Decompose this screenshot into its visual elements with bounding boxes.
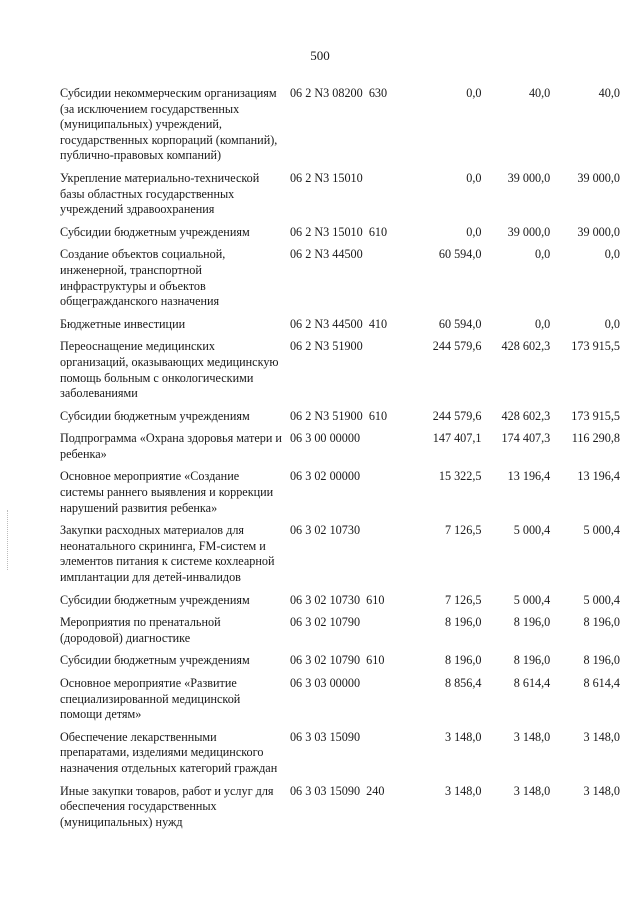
value-col-1: 8 196,0 — [444, 615, 482, 630]
value-col-1: 244 579,6 — [432, 408, 482, 423]
table-row — [60, 523, 620, 585]
value-col-1: 60 594,0 — [438, 316, 482, 331]
value-col-1: 3 148,0 — [444, 729, 482, 744]
row-name: Субсидии бюджетным учреждениям — [60, 224, 250, 239]
value-col-1: 0,0 — [466, 170, 482, 185]
row-code: 06 2 N3 15010 610 — [289, 224, 388, 239]
row-name: Субсидии бюджетным учреждениям — [60, 408, 250, 423]
value-col-2: 40,0 — [528, 86, 551, 100]
value-col-3: 116 290,8 — [571, 431, 620, 446]
row-code: 06 3 02 10730 — [289, 523, 361, 538]
value-col-2: 8 196,0 — [513, 653, 551, 668]
table-row — [60, 615, 620, 646]
value-col-1: 7 126,5 — [444, 523, 482, 538]
margin-mark — [7, 510, 10, 570]
value-col-2: 0,0 — [535, 316, 551, 331]
table-row — [60, 225, 620, 241]
value-col-1: 0,0 — [466, 224, 482, 239]
value-col-1: 8 196,0 — [444, 653, 482, 668]
row-name: Закупки расходных материалов для неонатального скрининга, FM-систем и элементов питания к системе кохлеарной имплантации для детей-инвалидов — [60, 523, 275, 585]
table-row — [60, 409, 620, 425]
budget-table — [60, 86, 620, 837]
table-row — [60, 469, 620, 516]
value-col-2: 5 000,4 — [513, 592, 551, 607]
row-name: Мероприятия по пренатальной (дородовой) диагностике — [60, 615, 221, 645]
row-name: Субсидии бюджетным учреждениям — [60, 653, 250, 668]
value-col-3: 3 148,0 — [583, 729, 620, 744]
row-code: 06 3 02 10730 610 — [289, 592, 385, 607]
row-code: 06 3 02 10790 610 — [289, 653, 385, 668]
row-name: Подпрограмма «Охрана здоровья матери и ребенка» — [60, 431, 282, 461]
row-code: 06 3 02 10790 — [289, 615, 361, 630]
row-code: 06 2 N3 15010 — [289, 170, 363, 185]
value-col-2: 13 196,4 — [507, 469, 551, 484]
row-code: 06 3 02 00000 — [289, 469, 361, 484]
row-code: 06 2 N3 51900 — [289, 339, 363, 354]
row-code: 06 3 03 00000 — [289, 676, 361, 690]
value-col-1: 244 579,6 — [432, 339, 482, 354]
value-col-3: 8 196,0 — [583, 615, 620, 630]
value-col-2: 3 148,0 — [513, 783, 551, 798]
value-col-2: 0,0 — [535, 247, 551, 262]
value-col-2: 428 602,3 — [501, 339, 551, 354]
value-col-1: 60 594,0 — [438, 247, 482, 262]
value-col-2: 3 148,0 — [513, 729, 551, 744]
value-col-1: 15 322,5 — [438, 469, 482, 484]
row-code: 06 2 N3 51900 610 — [289, 408, 388, 423]
value-col-2: 174 407,3 — [501, 431, 551, 446]
value-col-1: 7 126,5 — [444, 592, 482, 607]
row-name: Основное мероприятие «Создание системы раннего выявления и коррекции нарушений развития ребенка» — [60, 469, 274, 515]
value-col-2: 39 000,0 — [507, 170, 551, 185]
value-col-1: 147 407,1 — [432, 431, 482, 446]
value-col-3: 173 915,5 — [571, 408, 620, 423]
row-name: Субсидии бюджетным учреждениям — [60, 592, 250, 607]
value-col-3: 40,0 — [598, 86, 620, 100]
row-name: Обеспечение лекарственными препаратами, изделиями медицинского назначения отдельных категорий граждан — [60, 729, 278, 775]
value-col-2: 8 196,0 — [513, 615, 551, 630]
value-col-3: 0,0 — [604, 316, 620, 331]
table-row — [60, 784, 620, 831]
value-col-3: 0,0 — [604, 247, 620, 262]
row-name: Укрепление материально-технической базы областных государственных учреждений здравоохранения — [60, 170, 260, 217]
row-name: Создание объектов социальной, инженерной, транспортной инфраструктуры и объектов общегражданского назначения — [60, 247, 226, 309]
row-name: Бюджетные инвестиции — [60, 316, 186, 331]
value-col-3: 8 196,0 — [583, 653, 620, 668]
table-row — [60, 86, 620, 164]
row-name: Иные закупки товаров, работ и услуг для обеспечения государственных (муниципальных) нужд — [60, 783, 274, 829]
row-name: Субсидии некоммерческим организациям (за исключением государственных (муниципальных) учреждений, государственных корпораций (компаний), публично-правовых компаний) — [60, 86, 278, 163]
row-code: 06 3 03 15090 240 — [289, 783, 385, 798]
value-col-2: 428 602,3 — [501, 408, 551, 423]
row-code: 06 2 N3 08200 630 — [289, 86, 388, 100]
table-row — [60, 676, 620, 723]
value-col-3: 39 000,0 — [577, 224, 620, 239]
row-name: Переоснащение медицинских организаций, оказывающих медицинскую помощь больным с онкологическими заболеваниями — [60, 339, 279, 401]
value-col-3: 5 000,4 — [583, 592, 620, 607]
row-code: 06 3 00 00000 — [289, 431, 361, 446]
table-row — [60, 171, 620, 218]
value-col-3: 8 614,4 — [583, 676, 620, 690]
value-col-3: 173 915,5 — [571, 339, 620, 354]
value-col-3: 39 000,0 — [577, 170, 620, 185]
value-col-3: 13 196,4 — [577, 469, 620, 484]
row-code: 06 2 N3 44500 — [289, 247, 363, 262]
table-row — [60, 730, 620, 777]
row-code: 06 3 03 15090 — [289, 729, 361, 744]
value-col-3: 5 000,4 — [583, 523, 620, 538]
value-col-3: 3 148,0 — [583, 783, 620, 798]
table-row — [60, 339, 620, 401]
table-row — [60, 247, 620, 309]
table-row — [60, 593, 620, 609]
table-row — [60, 317, 620, 333]
row-code: 06 2 N3 44500 410 — [289, 316, 388, 331]
value-col-1: 8 856,4 — [444, 676, 482, 690]
value-col-1: 3 148,0 — [444, 783, 482, 798]
value-col-2: 5 000,4 — [513, 523, 551, 538]
value-col-2: 8 614,4 — [513, 676, 551, 690]
value-col-2: 39 000,0 — [507, 224, 551, 239]
value-col-1: 0,0 — [466, 86, 482, 100]
table-row — [60, 653, 620, 669]
table-row — [60, 431, 620, 462]
row-name: Основное мероприятие «Развитие специализированной медицинской помощи детям» — [60, 676, 241, 722]
page-number: 500 — [310, 48, 330, 63]
